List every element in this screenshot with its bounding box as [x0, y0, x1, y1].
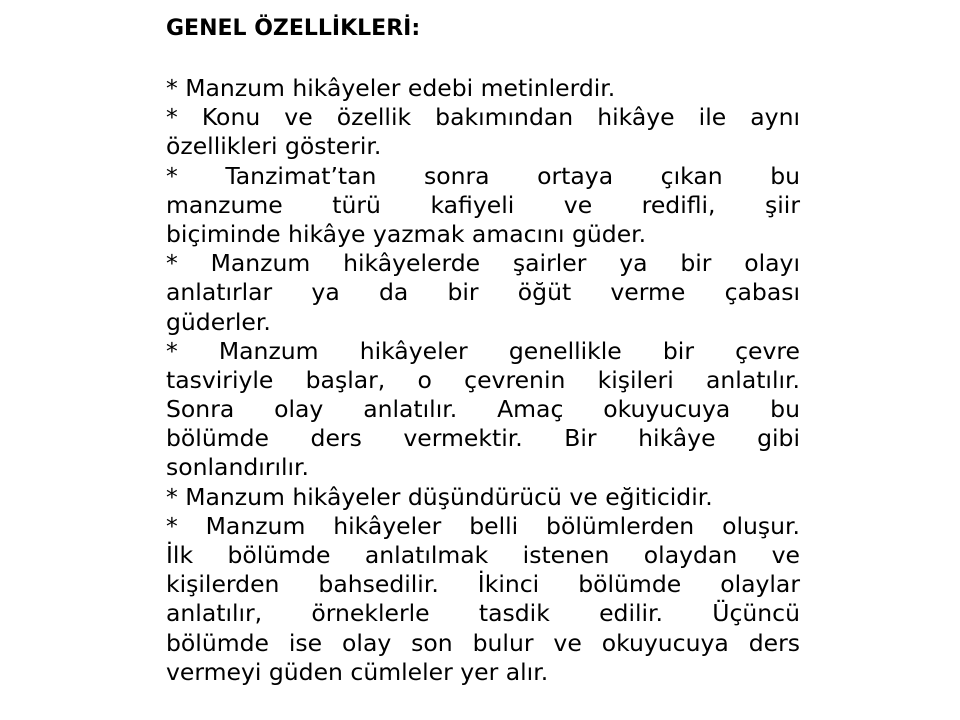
bullet-paragraph: [166, 74, 800, 103]
text-line: bölümde ise olay son bulur ve okuyucuya ders: [166, 628, 800, 657]
bullet-list: [166, 74, 800, 687]
bullet-paragraph: [166, 512, 800, 687]
slide-content: [166, 14, 800, 687]
text-line: * Manzum hikâyeler belli bölümlerden oluşur.: [166, 511, 800, 540]
text-line: anlatılır, örneklerle tasdik edilir. Üçüncü: [166, 599, 800, 628]
text-line: Sonra olay anlatılır. Amaç okuyucuya bu: [166, 395, 800, 424]
text-line: biçiminde hikâye yazmak amacını güder.: [166, 219, 647, 248]
bullet-paragraph: [166, 249, 800, 337]
text-line: * Manzum hikâyelerde şairler ya bir olayı: [166, 249, 800, 278]
bullet-paragraph: [166, 103, 800, 161]
text-line: kişilerden bahsedilir. İkinci bölümde olaylar: [166, 570, 800, 599]
text-line: anlatırlar ya da bir öğüt verme çabası: [166, 278, 800, 307]
text-line: * Konu ve özellik bakımından hikâye ile aynı: [166, 103, 800, 132]
bullet-paragraph: [166, 483, 800, 512]
text-line: bölümde ders vermektir. Bir hikâye gibi: [166, 424, 800, 453]
text-line: * Manzum hikâyeler genellikle bir çevre: [166, 336, 800, 365]
text-line: * Tanzimat’tan sonra ortaya çıkan bu: [166, 161, 800, 190]
text-line: manzume türü kafiyeli ve redifli, şiir: [166, 190, 800, 219]
text-line: İlk bölümde anlatılmak istenen olaydan ve: [166, 541, 800, 569]
text-line: özellikleri gösterir.: [166, 132, 382, 161]
text-line: sonlandırılır.: [166, 453, 310, 482]
text-line: * Manzum hikâyeler düşündürücü ve eğiticidir.: [166, 482, 713, 511]
bullet-paragraph: [166, 337, 800, 483]
text-line: * Manzum hikâyeler edebi metinlerdir.: [166, 74, 616, 102]
text-line: tasviriyle başlar, o çevrenin kişileri anlatılır.: [166, 365, 800, 394]
text-line: güderler.: [166, 307, 271, 336]
bullet-paragraph: [166, 162, 800, 250]
text-line: vermeyi güden cümleler yer alır.: [166, 657, 549, 686]
slide-heading: GENEL ÖZELLİKLERİ:: [166, 16, 421, 41]
